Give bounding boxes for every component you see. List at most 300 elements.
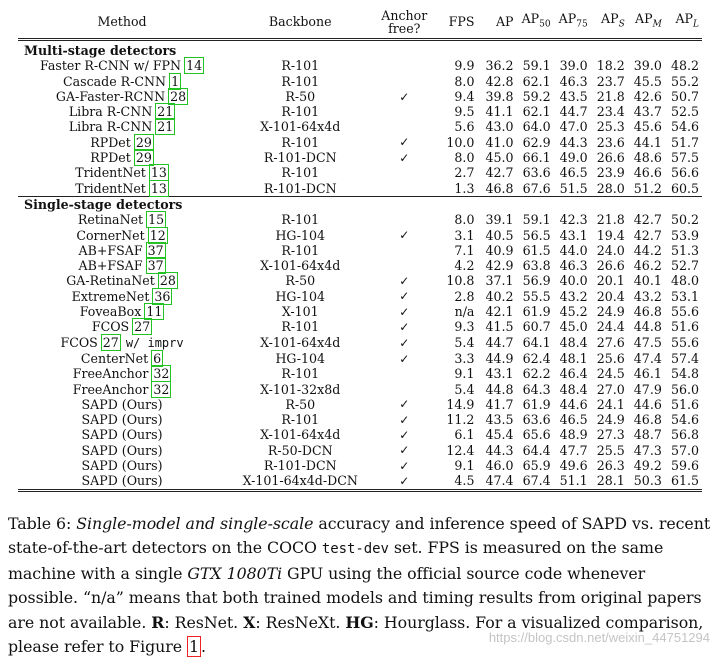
table-row	[18, 304, 702, 319]
cell-ap75: 45.2	[559, 304, 588, 320]
cell-ap75: 48.4	[559, 381, 588, 397]
table-row	[18, 228, 702, 243]
cell-apm: 42.7	[633, 227, 662, 243]
cell-anchor-free	[374, 165, 434, 180]
cell-backbone: R-101	[281, 319, 320, 335]
citation-link[interactable]: 14	[186, 58, 203, 74]
cell-anchor-free	[374, 319, 434, 334]
cell-apm: 43.7	[633, 104, 662, 120]
table-row	[18, 150, 702, 165]
cell-ap50: 59.1	[522, 212, 551, 228]
cell-fps: 9.1	[454, 458, 475, 474]
cell-apl: 55.6	[670, 335, 699, 351]
figure-ref-link[interactable]: 1	[189, 637, 200, 657]
cell-apm: 47.5	[633, 335, 662, 351]
cell-method: SAPD (Ours)	[18, 473, 226, 490]
cell-backbone: R-101	[281, 58, 320, 74]
cell-fps: 14.9	[446, 396, 475, 412]
cell-fps: 10.0	[446, 134, 475, 150]
watermark: https://blog.csdn.net/weixin_44751294	[488, 630, 710, 645]
cell-method: FreeAnchor 32	[72, 381, 170, 397]
checkmark-icon: ✓	[399, 319, 410, 334]
checkmark-icon: ✓	[399, 412, 410, 427]
cell-apl: 50.2	[670, 212, 699, 228]
cell-ap50: 62.4	[522, 350, 551, 366]
cell-anchor-free	[374, 89, 434, 104]
cell-ap: 41.1	[485, 104, 514, 120]
cell-ap75: 51.5	[559, 180, 588, 196]
cell-anchor-free	[374, 181, 434, 197]
cell-apl: 55.6	[670, 304, 699, 320]
cell-anchor-free	[374, 243, 434, 258]
citation-link[interactable]: 1	[171, 73, 180, 89]
cell-method: FreeAnchor 32	[72, 366, 170, 382]
checkmark-icon: ✓	[399, 150, 410, 165]
cell-fps: 9.1	[454, 366, 475, 382]
table-row	[18, 243, 702, 258]
cell-method: AB+FSAF 37	[78, 258, 164, 274]
citation-link[interactable]: 12	[149, 227, 166, 243]
cell-apm: 42.6	[633, 88, 662, 104]
cell-aps: 26.6	[596, 150, 625, 166]
cell-aps: 26.6	[596, 258, 625, 274]
cell-anchor-free	[374, 412, 434, 427]
citation-link[interactable]: 13	[150, 165, 167, 181]
cell-ap50: 61.5	[522, 242, 551, 258]
cell-aps: 23.7	[596, 73, 625, 89]
cell-anchor-free	[374, 58, 434, 73]
cell-apl: 55.2	[670, 73, 699, 89]
cell-anchor-free	[374, 258, 434, 273]
cell-ap50: 55.5	[522, 288, 551, 304]
cell-method: RPDet 29	[90, 150, 152, 166]
cell-anchor-free	[374, 289, 434, 304]
cell-apl: 56.0	[670, 381, 699, 397]
cell-fps: 3.1	[454, 227, 475, 243]
table-row	[18, 319, 702, 334]
cell-ap: 44.9	[485, 350, 514, 366]
cell-fps: 3.3	[454, 350, 475, 366]
cell-apm: 46.1	[633, 366, 662, 382]
cell-backbone: R-101	[281, 73, 320, 89]
cell-anchor-free	[374, 473, 434, 490]
cell-aps: 25.3	[596, 119, 625, 135]
cell-ap50: 67.4	[517, 473, 554, 490]
checkmark-icon: ✓	[399, 228, 410, 243]
cell-apl: 57.4	[670, 350, 699, 366]
cell-method: Libra R-CNN 21	[68, 119, 174, 135]
checkmark-icon: ✓	[399, 458, 410, 473]
cell-aps: 23.4	[596, 104, 625, 120]
citation-link[interactable]: 32	[153, 381, 170, 397]
table-row	[18, 104, 702, 119]
cell-fps: 8.0	[454, 150, 475, 166]
cell-ap75: 43.2	[559, 288, 588, 304]
table-row	[18, 74, 702, 89]
citation-link[interactable]: 28	[170, 88, 187, 104]
cell-apl: 48.2	[670, 58, 699, 74]
cell-ap75: 46.5	[559, 412, 588, 428]
cell-ap75: 42.3	[559, 212, 588, 228]
cell-fps: 9.4	[454, 88, 475, 104]
cell-apm: 46.6	[633, 165, 662, 181]
cell-apm: 44.2	[633, 242, 662, 258]
cell-ap: 43.0	[485, 119, 514, 135]
cell-method: AB+FSAF 37	[78, 242, 164, 258]
cell-aps: 20.4	[596, 288, 625, 304]
cell-ap75: 47.7	[559, 442, 588, 458]
cell-anchor-free	[374, 119, 434, 134]
cell-method: SAPD (Ours)	[81, 427, 163, 443]
cell-ap: 39.8	[485, 88, 514, 104]
citation-link[interactable]: 27	[134, 319, 151, 335]
cell-method: FCOS 27 w/ imprv	[60, 334, 184, 350]
table-row	[18, 443, 702, 458]
cell-ap50: 61.9	[522, 396, 551, 412]
checkmark-icon: ✓	[399, 397, 410, 412]
citation-link[interactable]: 36	[154, 288, 171, 304]
citation-link[interactable]: 21	[157, 104, 174, 120]
cell-ap50: 66.1	[522, 150, 551, 166]
cell-apm: 47.4	[633, 350, 662, 366]
cell-backbone: R-50	[285, 88, 316, 104]
col-ap50: $AP_{50}$	[517, 6, 554, 40]
cell-ap: 44.3	[485, 442, 514, 458]
col-aps: $AP_S$	[591, 6, 628, 40]
cell-apm: 47.3	[633, 442, 662, 458]
cell-anchor-free	[374, 397, 434, 412]
cell-ap50: 64.0	[522, 119, 551, 135]
cell-ap: 40.2	[485, 288, 514, 304]
cell-apm: 48.6	[633, 150, 662, 166]
cell-fps: 11.2	[446, 412, 475, 428]
cell-backbone: HG-104	[275, 350, 326, 366]
cell-backbone: X-101-64x4d	[260, 427, 341, 443]
table-row	[18, 289, 702, 304]
cell-method: RetinaNet 15	[77, 212, 165, 228]
cell-method: RPDet 29	[90, 134, 152, 150]
citation-link[interactable]: 29	[135, 134, 152, 150]
cell-method: TridentNet 13	[75, 180, 167, 196]
cell-ap50: 62.9	[522, 134, 551, 150]
cell-ap75: 47.0	[559, 119, 588, 135]
citation-link[interactable]: 15	[148, 212, 165, 228]
cell-ap: 40.9	[485, 242, 514, 258]
cell-backbone: HG-104	[275, 288, 326, 304]
cell-backbone: R-101	[281, 366, 320, 382]
cell-apm: 46.2	[633, 258, 662, 274]
cell-ap: 41.7	[485, 396, 514, 412]
cell-backbone: R-101	[281, 134, 320, 150]
cell-apl: 60.5	[670, 180, 699, 196]
cell-ap: 46.8	[485, 180, 514, 196]
cell-apm: 45.6	[633, 119, 662, 135]
cell-method: FoveaBox 11	[79, 304, 163, 320]
cell-fps: 1.3	[454, 180, 475, 196]
cell-ap: 46.0	[485, 458, 514, 474]
cell-ap: 37.1	[485, 273, 514, 289]
checkmark-icon: ✓	[399, 428, 410, 443]
cell-ap75: 44.3	[559, 134, 588, 150]
table-caption: Table 6: Single-model and single-scale accuracy and inference speed of SAPD vs. recent state-of-the-art detectors on the COCO test-dev set. FPS is measured on the same machine with a single GTX 1080Ti GPU using the official source code whenever possible. “n/a” means that both trained models and timing results from original papers are not available. R: ResNet. X: ResNeXt. HG: Hourglass. For a visualized comparison, please refer to Figure 1 .	[8, 514, 711, 657]
cell-anchor-free	[374, 273, 434, 288]
cell-ap: 41.5	[485, 319, 514, 335]
cell-ap75: 51.1	[554, 473, 591, 490]
cell-ap75: 39.0	[559, 58, 588, 74]
cell-ap75: 44.6	[559, 396, 588, 412]
cell-ap50: 67.6	[522, 180, 551, 196]
cell-ap: 44.8	[485, 381, 514, 397]
cell-ap50: 59.1	[522, 58, 551, 74]
cell-apl: 57.5	[670, 150, 699, 166]
cell-backbone: X-101-64x4d	[260, 258, 341, 274]
cell-apm: 44.1	[633, 134, 662, 150]
citation-link[interactable]: 21	[157, 119, 174, 135]
cell-apl: 51.6	[670, 396, 699, 412]
checkmark-icon: ✓	[399, 335, 410, 350]
cell-apm: 45.5	[633, 73, 662, 89]
cell-apl: 51.3	[670, 242, 699, 258]
cell-ap: 47.4	[479, 473, 516, 490]
cell-fps: 4.2	[454, 258, 475, 274]
cell-ap50: 63.6	[522, 165, 551, 181]
cell-backbone: R-50	[285, 273, 316, 289]
cell-aps: 24.9	[596, 412, 625, 428]
cell-ap75: 44.7	[559, 104, 588, 120]
citation-link[interactable]: 6	[153, 350, 162, 366]
cell-method: FCOS 27	[91, 319, 151, 335]
cell-fps: 9.5	[454, 104, 475, 120]
col-apm: $AP_M$	[628, 6, 665, 40]
cell-ap75: 48.1	[559, 350, 588, 366]
cell-apl: 52.5	[670, 104, 699, 120]
cell-apl: 54.8	[670, 366, 699, 382]
cell-apm: 49.2	[633, 458, 662, 474]
cell-backbone: R-50	[285, 396, 316, 412]
cell-backbone: X-101-64x4d-DCN	[226, 473, 374, 490]
cell-ap75: 46.4	[559, 366, 588, 382]
cell-backbone: R-50-DCN	[267, 442, 333, 458]
cell-ap75: 40.0	[559, 273, 588, 289]
cell-anchor-free	[374, 427, 434, 442]
table-row	[18, 366, 702, 381]
cell-method: CornerNet 12	[76, 227, 166, 243]
cell-ap: 45.4	[485, 427, 514, 443]
citation-link[interactable]: 11	[146, 304, 163, 320]
cell-anchor-free	[374, 458, 434, 473]
section-header	[18, 43, 702, 58]
cell-ap: 36.2	[485, 58, 514, 74]
cell-apm: 50.3	[628, 473, 665, 490]
cell-aps: 21.8	[596, 88, 625, 104]
section-title: Single-stage detectors	[18, 196, 702, 212]
table-row	[18, 119, 702, 134]
cell-anchor-free	[374, 335, 434, 351]
cell-method: Faster R-CNN w/ FPN 14	[39, 58, 203, 74]
table-row	[18, 473, 702, 490]
table-row	[18, 397, 702, 412]
checkmark-icon: ✓	[399, 304, 410, 319]
cell-apl: 57.0	[670, 442, 699, 458]
table-row	[18, 258, 702, 273]
cell-aps: 27.0	[596, 381, 625, 397]
cell-apl: 51.7	[670, 134, 699, 150]
cell-apl: 54.6	[670, 119, 699, 135]
cell-apl: 53.1	[670, 288, 699, 304]
cell-method: SAPD (Ours)	[81, 442, 163, 458]
cell-aps: 26.3	[596, 458, 625, 474]
table-row	[18, 58, 702, 73]
cell-apm: 42.7	[633, 212, 662, 228]
cell-backbone: R-101	[281, 412, 320, 428]
checkmark-icon: ✓	[399, 89, 410, 104]
cell-fps: 2.8	[454, 288, 475, 304]
cell-ap: 45.0	[485, 150, 514, 166]
cell-anchor-free	[374, 351, 434, 366]
cell-apl: 53.9	[670, 227, 699, 243]
cell-method: GA-RetinaNet 28	[66, 273, 176, 289]
cell-apm: 40.1	[633, 273, 662, 289]
citation-link[interactable]: 13	[150, 180, 167, 196]
cell-ap50: 59.2	[522, 88, 551, 104]
checkmark-icon: ✓	[399, 443, 410, 458]
cell-ap50: 56.9	[522, 273, 551, 289]
cell-apl: 59.6	[670, 458, 699, 474]
checkmark-icon: ✓	[399, 351, 410, 366]
citation-link[interactable]: 32	[153, 366, 170, 382]
cell-anchor-free	[374, 135, 434, 150]
cell-backbone: X-101-64x4d	[260, 119, 341, 135]
cell-ap: 44.7	[485, 335, 514, 351]
cell-ap: 42.7	[485, 165, 514, 181]
cell-ap: 43.1	[485, 366, 514, 382]
cell-backbone: R-101	[281, 242, 320, 258]
cell-ap: 43.5	[485, 412, 514, 428]
cell-apm: 44.6	[633, 396, 662, 412]
cell-ap50: 64.3	[522, 381, 551, 397]
cell-anchor-free	[374, 382, 434, 397]
cell-aps: 21.8	[596, 212, 625, 228]
cell-apl: 48.0	[670, 273, 699, 289]
cell-ap75: 43.1	[559, 227, 588, 243]
cell-apl: 52.7	[670, 258, 699, 274]
cell-apl: 56.8	[670, 427, 699, 443]
table-row	[18, 212, 702, 227]
cell-anchor-free	[374, 228, 434, 243]
section-header	[18, 196, 702, 212]
col-anchor-free: Anchor free?	[374, 6, 434, 40]
cell-backbone: R-101-DCN	[263, 150, 337, 166]
cell-anchor-free	[374, 104, 434, 119]
cell-fps: 5.4	[454, 381, 475, 397]
citation-link[interactable]: 29	[135, 150, 152, 166]
cell-ap75: 43.5	[559, 88, 588, 104]
cell-ap50: 62.2	[522, 366, 551, 382]
cell-ap: 39.1	[485, 212, 514, 228]
cell-fps: 5.6	[454, 119, 475, 135]
cell-aps: 19.4	[596, 227, 625, 243]
section-title: Multi-stage detectors	[24, 43, 177, 58]
cell-aps: 27.6	[596, 335, 625, 351]
cell-ap50: 62.1	[522, 104, 551, 120]
table-row	[18, 273, 702, 288]
cell-fps: 7.1	[454, 242, 475, 258]
cell-aps: 23.9	[596, 165, 625, 181]
cell-apm: 46.8	[633, 412, 662, 428]
cell-apm: 39.0	[633, 58, 662, 74]
cell-fps: 10.8	[446, 273, 475, 289]
cell-apl: 61.5	[665, 473, 702, 490]
cell-method: CenterNet 6	[80, 350, 162, 366]
cell-ap: 42.1	[485, 304, 514, 320]
cell-anchor-free	[374, 366, 434, 381]
cell-aps: 28.0	[596, 180, 625, 196]
cell-aps: 25.5	[596, 442, 625, 458]
table-row	[18, 427, 702, 442]
cell-method: GA-Faster-RCNN 28	[55, 88, 187, 104]
cell-aps: 23.6	[596, 134, 625, 150]
cell-aps: 24.0	[596, 242, 625, 258]
cell-ap50: 64.4	[522, 442, 551, 458]
col-method: Method	[18, 6, 226, 40]
cell-anchor-free	[374, 443, 434, 458]
cell-apl: 50.7	[670, 88, 699, 104]
cell-ap50: 60.7	[522, 319, 551, 335]
cell-apl: 51.6	[670, 319, 699, 335]
cell-fps: 4.5	[434, 473, 479, 490]
table-row	[18, 351, 702, 366]
citation-link[interactable]: 27	[102, 334, 119, 350]
cell-aps: 20.1	[596, 273, 625, 289]
cell-ap75: 49.0	[559, 150, 588, 166]
cell-ap50: 65.9	[522, 458, 551, 474]
table-row	[18, 135, 702, 150]
cell-ap75: 46.5	[559, 165, 588, 181]
cell-ap50: 63.6	[522, 412, 551, 428]
cell-backbone: HG-104	[275, 227, 326, 243]
cell-apm: 46.8	[633, 304, 662, 320]
table-row	[18, 412, 702, 427]
cell-backbone: R-101	[281, 212, 320, 228]
cell-ap75: 49.6	[559, 458, 588, 474]
citation-link[interactable]: 28	[159, 273, 176, 289]
col-fps: FPS	[434, 6, 479, 40]
table-row	[18, 335, 702, 351]
cell-fps: 6.1	[454, 427, 475, 443]
citation-link[interactable]: 37	[147, 242, 164, 258]
cell-backbone: R-101	[281, 165, 320, 181]
table-row	[18, 382, 702, 397]
cell-fps: 5.4	[454, 335, 475, 351]
cell-anchor-free	[374, 304, 434, 319]
cell-backbone: R-101-DCN	[263, 180, 337, 196]
cell-aps: 18.2	[596, 58, 625, 74]
cell-ap75: 44.0	[559, 242, 588, 258]
checkmark-icon: ✓	[399, 274, 410, 289]
col-apl: $AP_L$	[665, 6, 702, 40]
cell-fps: 9.9	[454, 58, 475, 74]
citation-link[interactable]: 37	[147, 258, 164, 274]
cell-apm: 43.2	[633, 288, 662, 304]
table-header	[18, 6, 702, 40]
col-ap75: $AP_{75}$	[554, 6, 591, 40]
cell-method: SAPD (Ours)	[81, 396, 163, 412]
cell-aps: 25.6	[596, 350, 625, 366]
cell-ap50: 64.1	[522, 335, 551, 351]
cell-method: SAPD (Ours)	[81, 412, 163, 428]
results-table-container	[18, 6, 702, 492]
cell-ap75: 46.3	[559, 258, 588, 274]
